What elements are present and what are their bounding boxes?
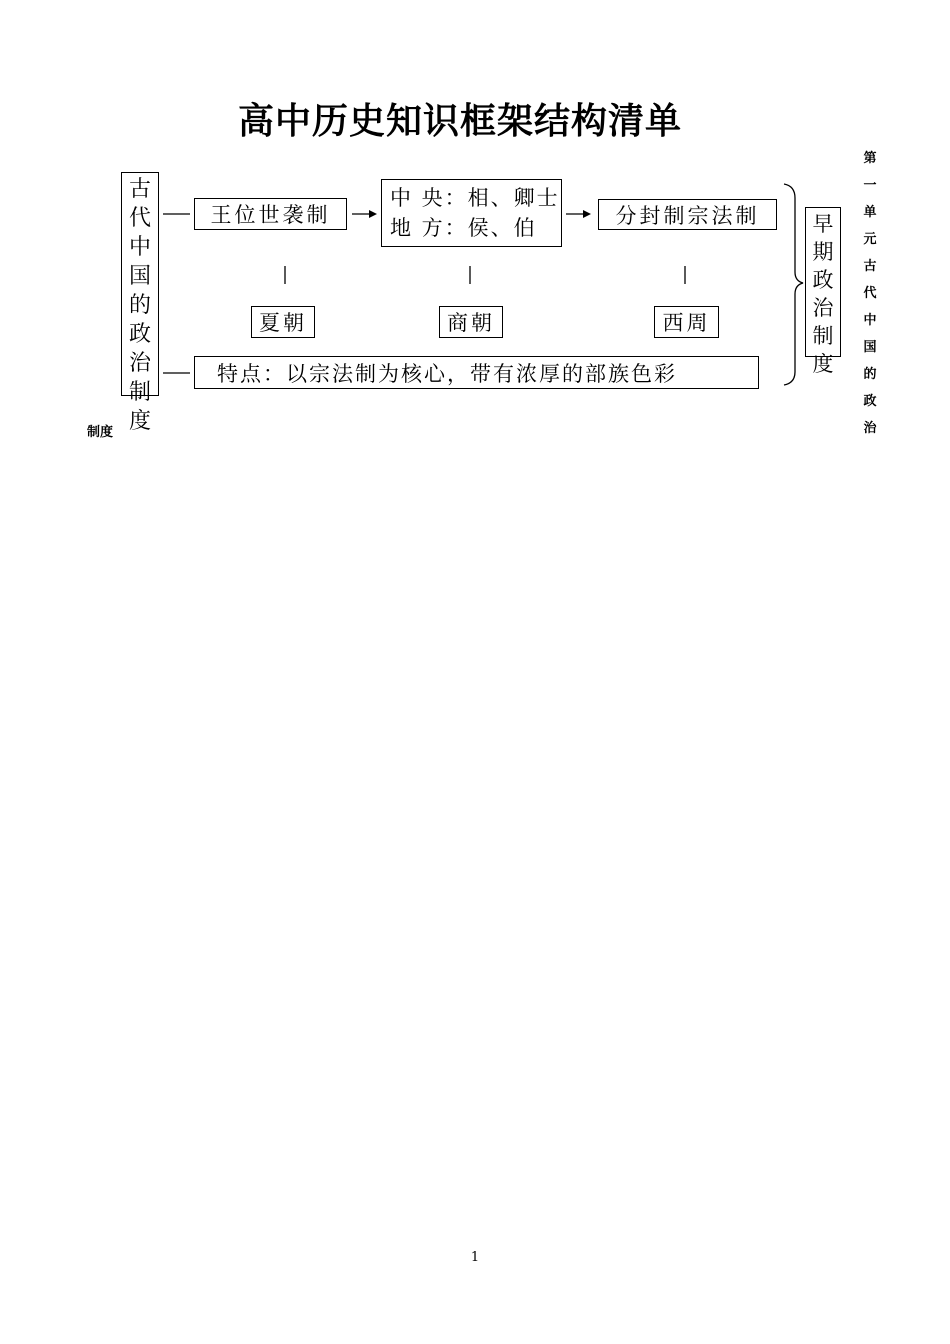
vertical-char: 治 xyxy=(128,351,151,376)
sidebar-char: 国 xyxy=(863,340,877,355)
vertical-char: 代 xyxy=(128,206,151,231)
right-brace-icon xyxy=(784,184,803,385)
unit-sidebar-tail: 制度 xyxy=(87,425,114,440)
shang-dynasty-box: 商朝 xyxy=(439,306,503,338)
unit-sidebar-label xyxy=(857,145,883,442)
vertical-char: 的 xyxy=(128,293,151,318)
page-title: 高中历史知识框架结构清单 xyxy=(237,101,682,142)
enfeoffment-patriarchal-box: 分封制宗法制 xyxy=(598,199,777,230)
vertical-char: 政 xyxy=(128,322,151,347)
vertical-char: 度 xyxy=(128,409,151,434)
sidebar-char: 单 xyxy=(863,205,877,220)
arrow-icon xyxy=(566,210,591,218)
page-number: 1 xyxy=(470,1250,480,1265)
local-line: 地 方：侯、伯 xyxy=(390,216,537,240)
vertical-char: 政 xyxy=(812,268,834,292)
hereditary-throne-box: 王位世袭制 xyxy=(194,198,347,230)
features-box: 特点：以宗法制为核心，带有浓厚的部族色彩 xyxy=(194,356,759,389)
sidebar-char: 政 xyxy=(863,394,877,409)
sidebar-char: 的 xyxy=(863,367,877,382)
arrow-icon xyxy=(352,210,377,218)
xia-dynasty-box: 夏朝 xyxy=(251,306,315,338)
vertical-char: 制 xyxy=(128,380,151,405)
vertical-char: 治 xyxy=(812,296,834,320)
vertical-char: 早 xyxy=(812,212,834,236)
vertical-char: 中 xyxy=(128,235,151,260)
vertical-char: 度 xyxy=(812,352,834,376)
sidebar-char: 元 xyxy=(863,232,877,247)
sidebar-char: 治 xyxy=(863,421,877,436)
vertical-char: 期 xyxy=(812,240,834,264)
sidebar-char: 代 xyxy=(863,286,877,301)
sidebar-char: 一 xyxy=(863,178,877,193)
central-line: 中 央：相、卿士 xyxy=(390,186,560,210)
sidebar-char: 第 xyxy=(863,151,877,166)
sidebar-char: 中 xyxy=(863,313,877,328)
vertical-char: 古 xyxy=(128,177,151,202)
vertical-char: 国 xyxy=(128,264,151,289)
vertical-char: 制 xyxy=(812,324,834,348)
western-zhou-box: 西周 xyxy=(654,306,719,338)
sidebar-char: 古 xyxy=(863,259,877,274)
